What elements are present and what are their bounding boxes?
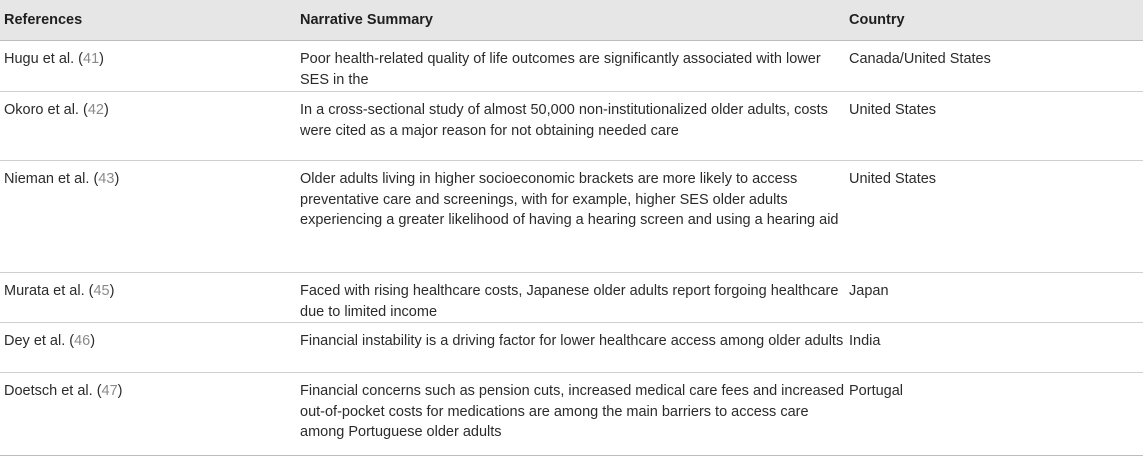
citation-link[interactable]: 45 bbox=[93, 283, 110, 299]
reference-cell: Dey et al. (46) bbox=[0, 323, 296, 373]
country-cell: Portugal bbox=[845, 373, 1143, 456]
summary-cell: Older adults living in higher socioeconomic brackets are more likely to access preventative care and screenings, with for example, higher SES older adults experiencing a greater likelihood of having a hearing screen and using a hearing aid bbox=[296, 161, 845, 273]
author-name: Okoro et al. bbox=[4, 102, 79, 118]
reference-cell: Hugu et al. (41) bbox=[0, 41, 296, 92]
author-name: Dey et al. bbox=[4, 333, 66, 350]
reference-cell: Nieman et al. (43) bbox=[0, 161, 296, 273]
reference-cell: Murata et al. (45) bbox=[0, 273, 296, 323]
summary-cell: Poor health-related quality of life outcomes are significantly associated with lower SES in the bbox=[296, 41, 845, 92]
author-name: Hugu et al. bbox=[4, 51, 75, 67]
table-row bbox=[0, 273, 1143, 323]
citation-link[interactable]: 46 bbox=[74, 333, 91, 350]
table-row bbox=[0, 41, 1143, 92]
summary-cell: In a cross-sectional study of almost 50,000 non-institutionalized older adults, costs were cited as a major reason for not obtaining needed care bbox=[296, 92, 845, 161]
table-row bbox=[0, 373, 1143, 456]
author-name: Nieman et al. bbox=[4, 171, 90, 187]
reference-cell: Doetsch et al. (47) bbox=[0, 373, 296, 456]
country-cell: India bbox=[845, 323, 1143, 373]
citation-link[interactable]: 47 bbox=[101, 383, 118, 400]
table-row bbox=[0, 323, 1143, 373]
citation-link[interactable]: 41 bbox=[83, 51, 100, 67]
header-country: Country bbox=[845, 0, 1143, 41]
country-cell: Japan bbox=[845, 273, 1143, 323]
table-row bbox=[0, 92, 1143, 161]
header-row bbox=[0, 0, 1143, 41]
country-cell: United States bbox=[845, 161, 1143, 273]
summary-cell: Faced with rising healthcare costs, Japanese older adults report forgoing healthcare due to limited income bbox=[296, 273, 845, 323]
author-name: Murata et al. bbox=[4, 283, 85, 299]
country-cell: Canada/United States bbox=[845, 41, 1143, 92]
table-header bbox=[0, 0, 1143, 41]
table-body bbox=[0, 41, 1143, 456]
author-name: Doetsch et al. bbox=[4, 383, 93, 400]
country-cell: United States bbox=[845, 92, 1143, 161]
reference-cell: Okoro et al. (42) bbox=[0, 92, 296, 161]
citation-link[interactable]: 42 bbox=[87, 102, 104, 118]
header-references: References bbox=[0, 0, 296, 41]
citation-link[interactable]: 43 bbox=[98, 171, 115, 187]
table-row bbox=[0, 161, 1143, 273]
summary-cell: Financial concerns such as pension cuts, increased medical care fees and increased out-of-pocket costs for medications are among the main barriers to access care among Portuguese older adults bbox=[296, 373, 845, 456]
header-narrative-summary: Narrative Summary bbox=[296, 0, 845, 41]
summary-cell: Financial instability is a driving factor for lower healthcare access among older adults bbox=[296, 323, 845, 373]
